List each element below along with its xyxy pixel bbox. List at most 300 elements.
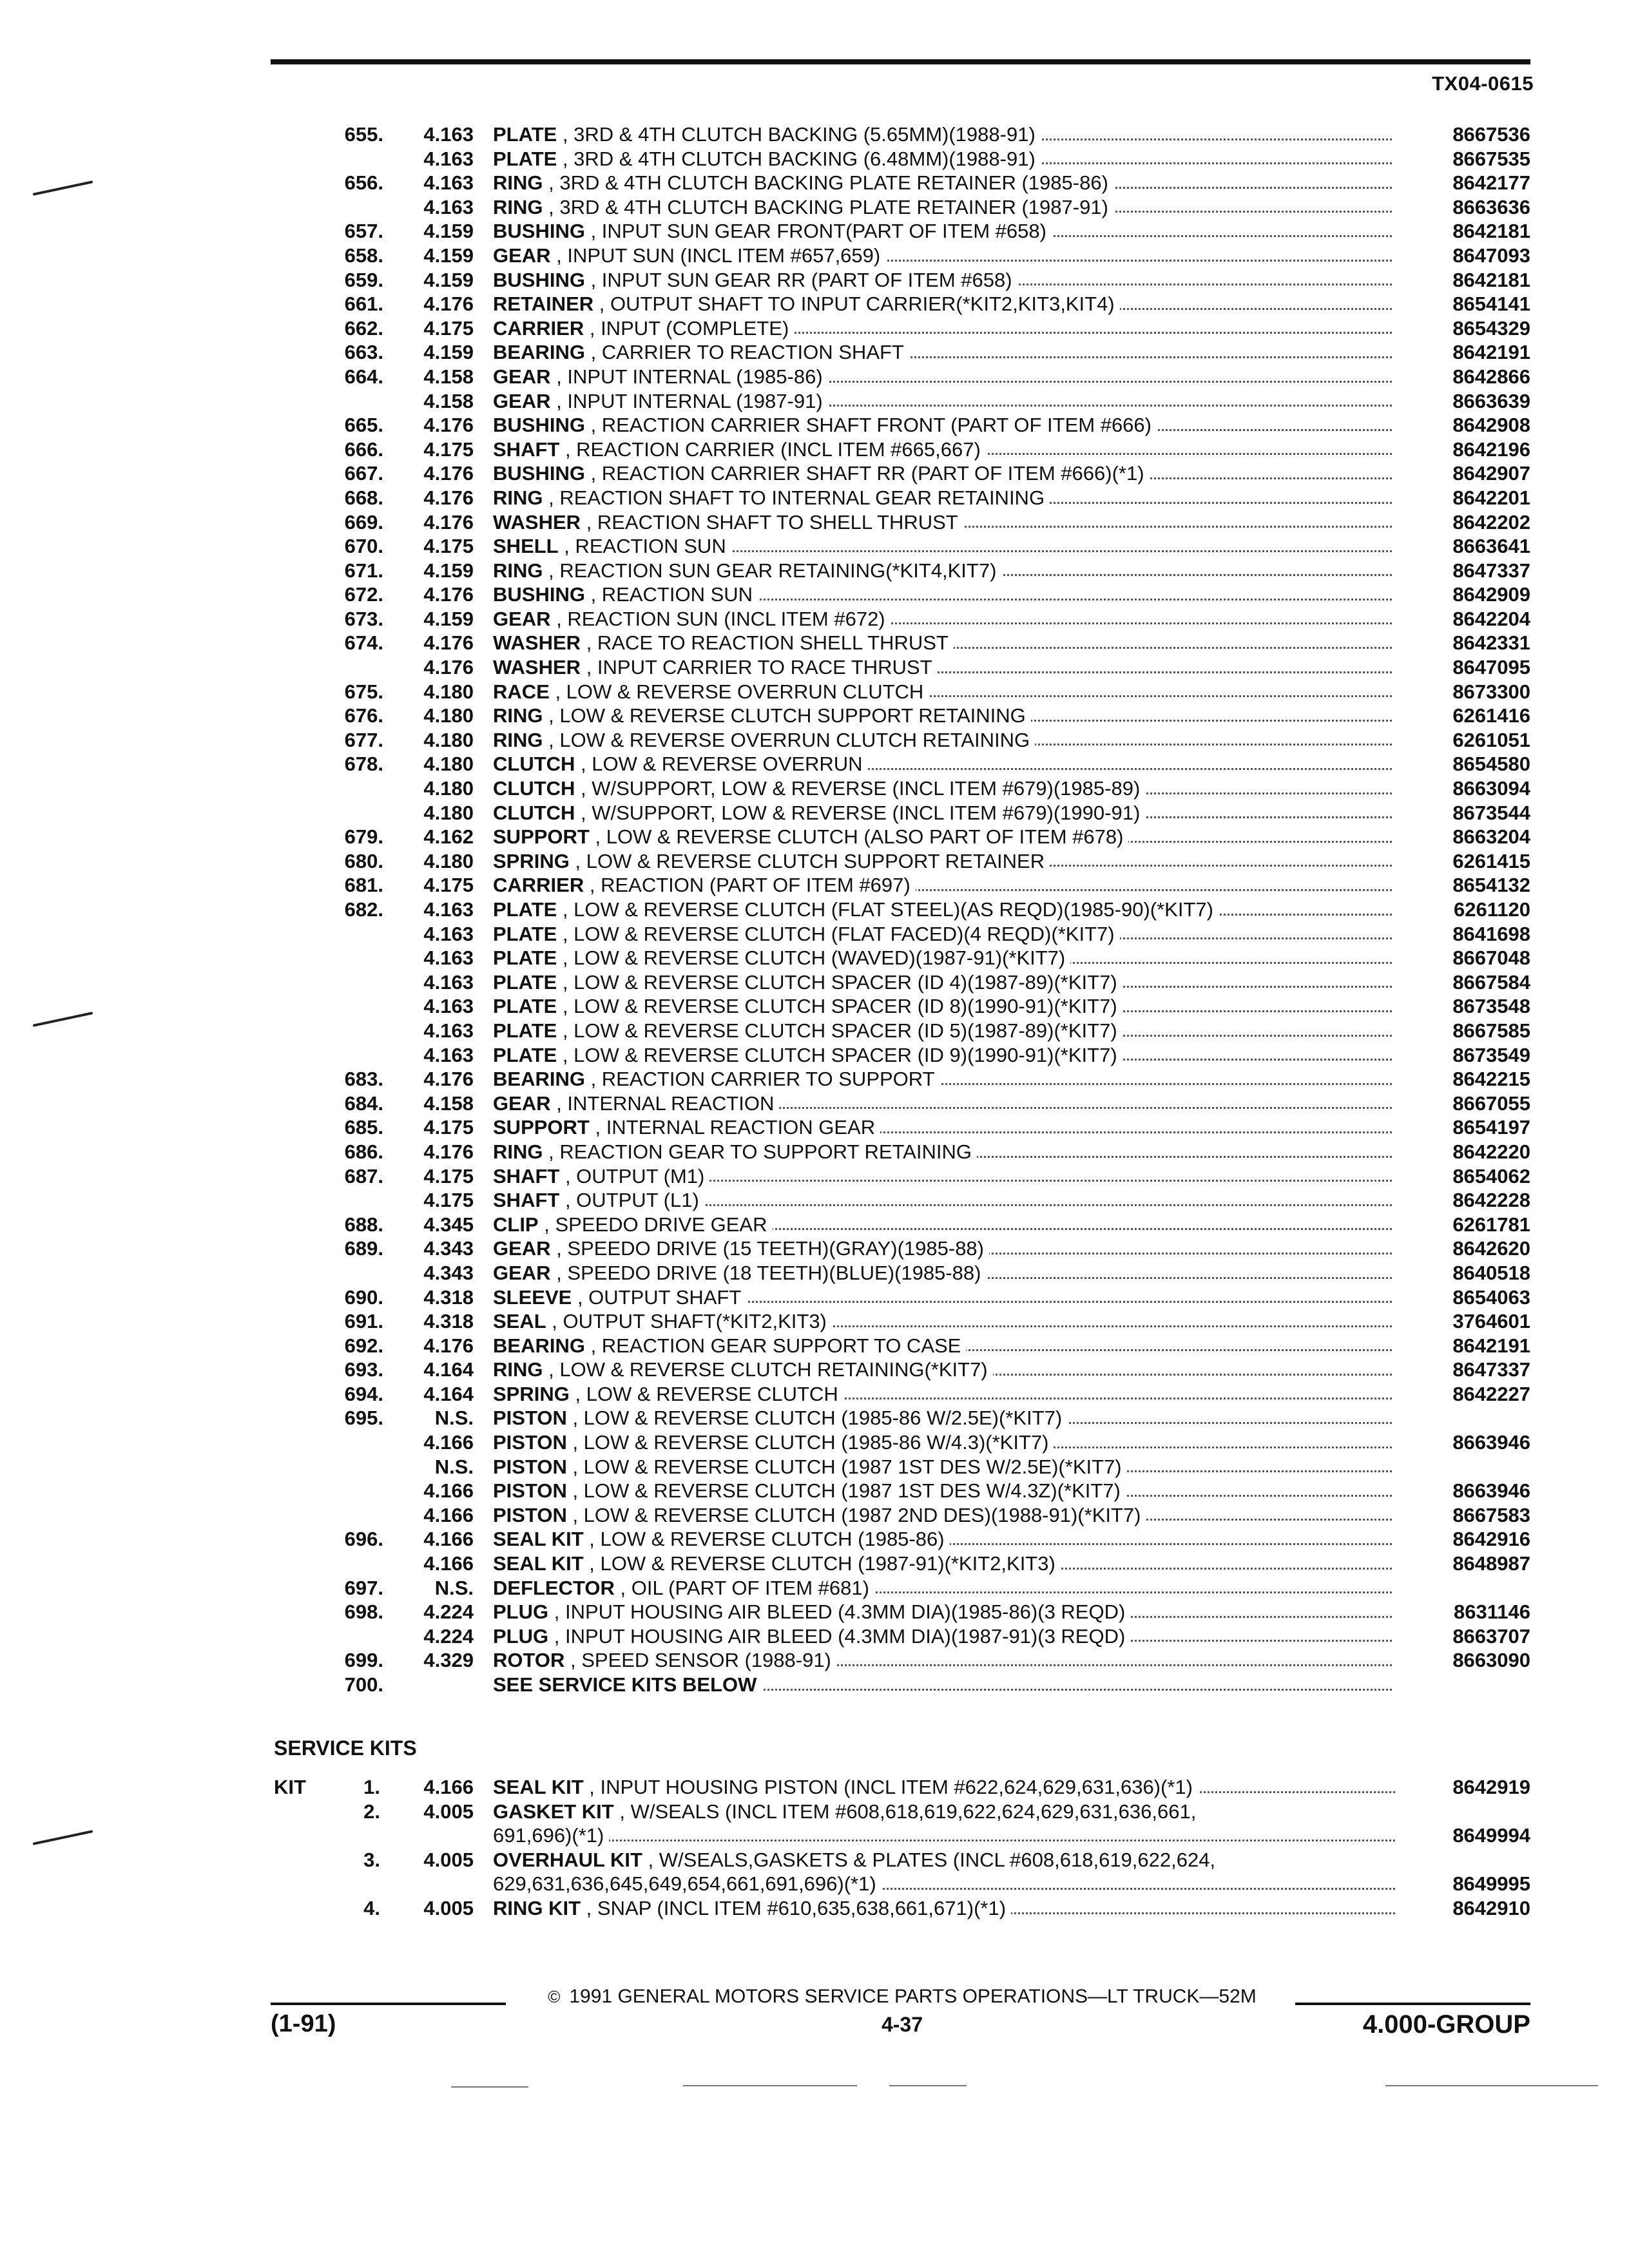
part-row [0,922,1629,947]
part-name: SHAFT [493,1164,560,1187]
item-number: 681. [344,874,383,897]
part-row [0,1067,1629,1091]
part-row [0,268,1629,293]
description-cell [493,1503,1392,1528]
group-number: 4.166 [423,1479,474,1503]
part-row [0,413,1629,437]
item-number: 676. [344,704,383,727]
part-name: SHELL [493,535,559,558]
group-number: 4.175 [423,437,474,461]
part-name: PLATE [493,123,557,146]
group-number: 4.175 [423,535,474,558]
group-number: 4.163 [423,995,474,1018]
part-description [493,1019,1123,1042]
part-name: WASHER [493,510,581,533]
part-name: SPRING [493,849,570,872]
part-number: 8654062 [1452,1164,1530,1187]
part-name: SPRING [493,1382,570,1405]
part-number: 8642220 [1452,1140,1530,1163]
part-number: 8642196 [1452,437,1530,461]
group-number: 4.180 [423,777,474,800]
description-cell [493,631,1392,655]
part-description [493,1237,989,1260]
group-number: 4.329 [423,1649,474,1672]
description-cell [493,752,1392,776]
part-detail: , REACTION SUN [558,535,726,558]
part-number: 8654197 [1452,1116,1530,1139]
part-number: 8647095 [1452,656,1530,679]
part-description [493,462,1150,485]
part-number: 6261120 [1454,898,1530,921]
description-cell [493,801,1392,825]
description-cell [493,680,1392,704]
item-number: 687. [344,1164,383,1187]
part-description [493,1165,709,1187]
item-number: 699. [344,1649,383,1672]
group-number: N.S. [434,1576,474,1599]
part-detail: , SPEED SENSOR (1988-91) [564,1649,831,1672]
group-number: 4.163 [423,970,474,994]
kit-row [0,1823,1629,1848]
part-number: 8648987 [1452,1552,1530,1575]
group-number: 4.318 [423,1285,474,1309]
description-cell [493,1067,1392,1091]
part-row [0,1019,1629,1043]
kit-description [493,1824,609,1847]
kit-number: 2. [363,1800,380,1823]
part-name: PLUG [493,1624,549,1648]
group-number: 4.163 [423,898,474,921]
part-number: 8649994 [1452,1824,1530,1847]
part-description [493,874,916,896]
part-row [0,728,1629,753]
group-number: 4.343 [423,1237,474,1260]
item-number: 659. [344,268,383,291]
part-detail: , LOW & REVERSE CLUTCH SUPPORT RETAINING [543,704,1026,727]
group-number: 4.163 [423,195,474,218]
part-number: 8654329 [1452,316,1530,340]
group-number: 4.176 [423,583,474,606]
part-row [0,825,1629,849]
part-row [0,1648,1629,1673]
part-row [0,1552,1629,1576]
part-row [0,994,1629,1019]
part-row [0,1600,1629,1624]
group-number: 4.224 [423,1600,474,1624]
part-detail: , LOW & REVERSE CLUTCH (FLAT FACED)(4 REQD)(*KIT7) [557,922,1115,945]
group-number: 4.176 [423,510,474,533]
part-number: 8667584 [1452,970,1530,994]
part-name: BUSHING [493,414,585,437]
part-row [0,1140,1629,1164]
part-name: RING [493,559,543,582]
part-description [493,171,1113,194]
part-description [493,341,909,363]
part-detail: , REACTION SUN GEAR RETAINING(*KIT4,KIT7) [543,559,997,582]
item-number: 666. [344,437,383,461]
group-number: 4.159 [423,220,474,243]
group-number: 4.158 [423,1091,474,1115]
part-description [493,656,938,678]
part-row [0,1334,1629,1358]
kit-row [0,1896,1629,1921]
part-description [493,148,1041,170]
part-detail: , REACTION GEAR TO SUPPORT RETAINING [543,1140,972,1163]
part-detail: , LOW & REVERSE CLUTCH (ALSO PART OF ITEM #678) [589,825,1124,849]
kit-name: OVERHAUL KIT [493,1848,642,1871]
item-number: 677. [344,728,383,751]
group-number: 4.159 [423,341,474,364]
part-description [493,196,1113,218]
part-description [493,1213,773,1236]
copyright-symbol: © [548,1987,561,2006]
part-detail: , OUTPUT (M1) [559,1164,705,1187]
kit-detail: 691,696)(*1) [493,1824,604,1847]
part-name: RING [493,195,543,218]
item-number: 664. [344,365,383,388]
part-number: 8663636 [1452,195,1530,218]
group-number: 4.175 [423,874,474,897]
part-description [493,535,731,557]
group-number: 4.176 [423,486,474,509]
part-detail: , SPEEDO DRIVE (15 TEETH)(GRAY)(1985-88) [550,1237,984,1260]
group-number: 4.180 [423,801,474,824]
part-name: RING [493,704,543,727]
description-cell [493,316,1392,341]
item-number: 694. [344,1382,383,1405]
part-detail: , SPEEDO DRIVE (18 TEETH)(BLUE)(1985-88) [550,1261,981,1284]
part-detail: , REACTION SUN (INCL ITEM #672) [550,607,885,630]
part-description [493,365,828,388]
part-row [0,316,1629,341]
description-cell [493,1213,1392,1237]
part-description [493,438,986,461]
part-description [493,608,891,630]
description-cell [493,1091,1392,1116]
part-detail: , REACTION CARRIER SHAFT FRONT (PART OF ITEM #666) [584,414,1152,437]
part-name: GEAR [493,365,551,388]
part-description [493,123,1041,146]
part-detail: , LOW & REVERSE CLUTCH (1985-86) [583,1528,945,1551]
part-detail: , REACTION CARRIER SHAFT RR (PART OF ITEM #666)(*1) [584,462,1144,485]
description-cell [493,1188,1392,1213]
kit-description-cell [493,1848,1395,1872]
part-row [0,1673,1629,1697]
part-number: 8640518 [1452,1261,1530,1284]
kit-number: 3. [363,1848,380,1871]
kit-description [493,1872,882,1895]
description-cell [493,1043,1392,1068]
part-detail: , REACTION GEAR SUPPORT TO CASE [584,1334,961,1357]
item-number: 689. [344,1237,383,1260]
part-row [0,195,1629,220]
part-detail: , REACTION SUN [584,583,753,606]
part-row [0,704,1629,728]
part-description [493,729,1035,751]
part-name: CLUTCH [493,777,575,800]
part-row [0,1309,1629,1334]
description-cell [493,1527,1392,1552]
part-number: 8663946 [1452,1479,1530,1503]
group-number: 4.166 [423,1528,474,1551]
part-description [493,1407,1067,1429]
part-name: SHAFT [493,437,560,461]
part-detail: , LOW & REVERSE OVERRUN CLUTCH RETAINING [543,728,1030,751]
part-number: 8647337 [1452,559,1530,582]
part-number: 8642202 [1452,510,1530,533]
part-row [0,1576,1629,1600]
part-description [493,995,1123,1017]
part-row [0,1455,1629,1479]
description-cell [493,1624,1392,1649]
description-cell [493,1576,1392,1600]
part-description [493,1334,966,1357]
part-number: 8663641 [1452,535,1530,558]
description-cell [493,292,1392,316]
part-row [0,1091,1629,1116]
description-cell [493,365,1392,389]
group-number: 4.175 [423,1164,474,1187]
part-row [0,1358,1629,1382]
item-number: 662. [344,316,383,340]
description-cell [493,1019,1392,1043]
group-number: 4.159 [423,244,474,267]
part-detail: , W/SUPPORT, LOW & REVERSE (INCL ITEM #679)(1990-91) [575,801,1141,824]
part-number: 8642204 [1452,607,1530,630]
item-number: 680. [344,849,383,872]
item-number: 695. [344,1407,383,1430]
part-name: SEAL KIT [493,1528,584,1551]
item-number: 675. [344,680,383,703]
group-number: 4.163 [423,947,474,970]
group-number: 4.166 [423,1552,474,1575]
description-cell [493,1236,1392,1261]
scan-artifact [889,2085,967,2086]
part-detail: , 3RD & 4TH CLUTCH BACKING (5.65MM)(1988-91) [557,123,1036,146]
kit-number: 1. [363,1776,380,1798]
item-number: 668. [344,486,383,509]
part-name: CLUTCH [493,753,575,776]
description-cell [493,873,1392,898]
part-row [0,873,1629,898]
service-kits-heading: SERVICE KITS [274,1736,417,1760]
part-name: RING [493,728,543,751]
description-cell [493,1334,1392,1358]
kit-description-cell [493,1896,1395,1921]
part-name: CLUTCH [493,801,575,824]
part-detail: , LOW & REVERSE CLUTCH SPACER (ID 5)(1987-89)(*KIT7) [557,1019,1117,1042]
group-number: 4.005 [423,1800,474,1823]
part-description [493,1625,1130,1648]
description-cell [493,1358,1392,1382]
part-description [493,1116,880,1139]
part-number: 8641698 [1452,922,1530,945]
description-cell [493,389,1392,414]
part-name: SEE SERVICE KITS BELOW [493,1673,757,1696]
part-name: SEAL KIT [493,1552,584,1575]
part-description [493,559,1001,582]
part-row [0,1188,1629,1213]
part-row [0,461,1629,486]
part-row [0,510,1629,535]
part-detail: , INPUT SUN GEAR RR (PART OF ITEM #658) [584,268,1012,291]
part-number: 8642907 [1452,462,1530,485]
group-number: 4.166 [423,1776,474,1798]
footer-rule-left [271,2003,506,2005]
part-number: 8642228 [1452,1189,1530,1212]
part-description [493,1358,993,1381]
item-number: 678. [344,753,383,776]
part-number: 8663094 [1452,777,1530,800]
description-cell [493,340,1392,365]
part-row [0,559,1629,583]
part-row [0,122,1629,147]
description-cell [493,219,1392,244]
part-row [0,631,1629,655]
group-number: 4.180 [423,753,474,776]
part-detail: , INPUT CARRIER TO RACE THRUST [581,656,932,679]
description-cell [493,268,1392,293]
part-description [493,1068,940,1090]
part-detail: , W/SUPPORT, LOW & REVERSE (INCL ITEM #679)(1985-89) [575,777,1141,800]
part-number: 8663707 [1452,1624,1530,1648]
part-detail: , OUTPUT SHAFT [572,1285,742,1309]
group-number: 4.176 [423,414,474,437]
item-number: 674. [344,631,383,655]
part-name: RING [493,486,543,509]
part-name: WASHER [493,631,581,655]
group-number: 4.158 [423,389,474,412]
part-number: 8642181 [1452,268,1530,291]
part-row [0,1261,1629,1285]
description-cell [493,1382,1392,1407]
group-number: 4.180 [423,704,474,727]
part-name: PLATE [493,995,557,1018]
item-number: 690. [344,1285,383,1309]
part-row [0,437,1629,462]
item-number: 682. [344,898,383,921]
description-cell [493,1430,1392,1455]
description-cell [493,413,1392,437]
part-name: GEAR [493,607,551,630]
part-description [493,1189,704,1211]
part-name: WASHER [493,656,581,679]
description-cell [493,171,1392,195]
part-name: GEAR [493,1237,551,1260]
part-number: 8642916 [1452,1528,1530,1551]
item-number: 698. [344,1600,383,1624]
part-name: RING [493,1140,543,1163]
group-number: 4.318 [423,1310,474,1333]
group-number: 4.159 [423,607,474,630]
part-description [493,390,828,412]
part-description [493,1528,950,1550]
part-number: 8667536 [1452,123,1530,146]
part-number: 8642177 [1452,171,1530,195]
part-detail: , INPUT SUN GEAR FRONT(PART OF ITEM #658) [584,220,1046,243]
item-number: 700. [344,1673,383,1696]
part-name: DEFLECTOR [493,1576,615,1599]
description-cell [493,776,1392,801]
item-number: 688. [344,1213,383,1236]
part-number: 6261416 [1452,704,1530,727]
part-row [0,340,1629,365]
part-name: BEARING [493,1068,585,1091]
part-name: SLEEVE [493,1285,572,1309]
part-detail: , CARRIER TO REACTION SHAFT [584,341,904,364]
part-detail: , SPEEDO DRIVE GEAR [538,1213,767,1236]
item-number: 656. [344,171,383,195]
description-cell [493,582,1392,607]
part-description [493,220,1052,242]
part-description [493,1140,977,1163]
part-number: 8642620 [1452,1237,1530,1260]
group-number: 4.163 [423,1019,474,1042]
part-description [493,1286,746,1309]
part-detail: , LOW & REVERSE CLUTCH (1985-86 W/4.3)(*KIT7) [566,1431,1049,1454]
part-number: 8642908 [1452,414,1530,437]
part-row [0,1382,1629,1407]
part-number: 8642181 [1452,220,1530,243]
item-number: 671. [344,559,383,582]
part-detail: , 3RD & 4TH CLUTCH BACKING (6.48MM)(1988-91) [557,147,1036,170]
part-description [493,293,1120,315]
part-detail: , RACE TO REACTION SHELL THRUST [581,631,949,655]
part-name: RETAINER [493,293,594,316]
leader-dots [493,1840,1395,1841]
description-cell [493,461,1392,486]
kit-description-cell [493,1823,1395,1848]
part-description [493,1552,1061,1575]
part-detail: , LOW & REVERSE CLUTCH SUPPORT RETAINER [569,849,1045,872]
description-cell [493,147,1392,171]
part-number: 8667048 [1452,947,1530,970]
description-cell [493,898,1392,922]
kit-detail: , SNAP (INCL ITEM #610,635,638,661,671)(*1) [581,1896,1007,1919]
part-name: PISTON [493,1455,567,1478]
description-cell [493,994,1392,1019]
part-detail: , LOW & REVERSE CLUTCH (1987 1ST DES W/4.3Z)(*KIT7) [566,1479,1121,1503]
part-description [493,511,963,533]
part-detail: , INPUT INTERNAL (1987-91) [550,389,823,412]
description-cell [493,655,1392,680]
copyright-line [516,1986,1289,2008]
group-number: 4.163 [423,1043,474,1066]
group-number: 4.343 [423,1261,474,1284]
part-row [0,1043,1629,1068]
part-row [0,801,1629,825]
part-description [493,1092,779,1115]
part-row [0,147,1629,171]
part-number: 8642331 [1452,631,1530,655]
part-description [493,1479,1126,1502]
part-description [493,947,1070,969]
part-name: SUPPORT [493,825,590,849]
part-row [0,680,1629,704]
part-name: ROTOR [493,1649,565,1672]
part-detail: , LOW & REVERSE CLUTCH (1987 2ND DES)(1988-91)(*KIT7) [566,1503,1141,1526]
part-name: PISTON [493,1479,567,1503]
group-number: 4.166 [423,1431,474,1454]
part-detail: , INTERNAL REACTION [550,1091,775,1115]
part-row [0,486,1629,510]
part-description [493,1383,843,1405]
part-detail: , LOW & REVERSE CLUTCH RETAINING(*KIT7) [543,1358,988,1381]
part-name: GEAR [493,1091,551,1115]
part-detail: , LOW & REVERSE OVERRUN CLUTCH [549,680,924,703]
part-name: CARRIER [493,316,584,340]
part-description [493,680,929,703]
